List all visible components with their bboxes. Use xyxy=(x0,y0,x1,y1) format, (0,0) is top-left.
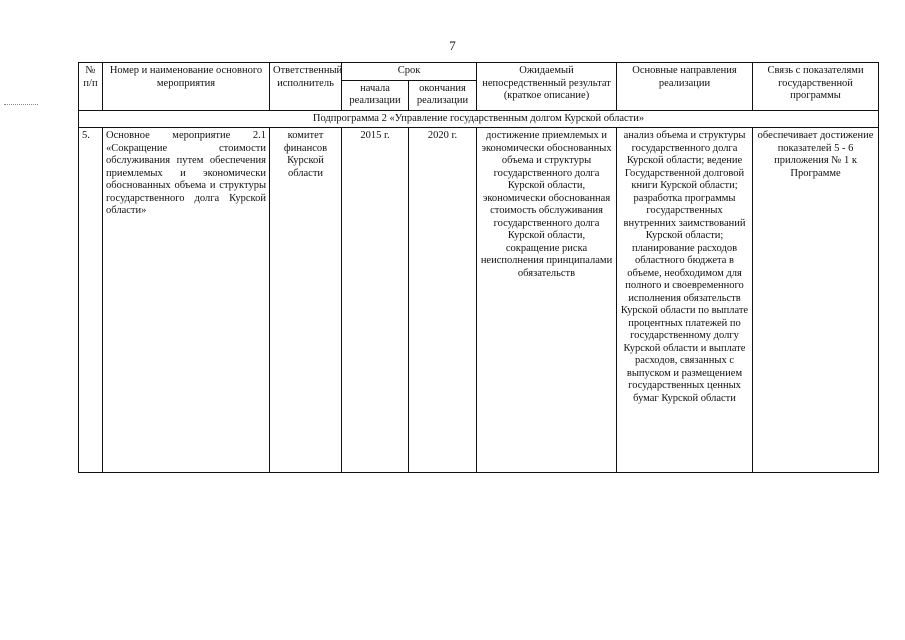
cell-name: Основное мероприятие 2.1 «Сокращение стоимости обслуживания путем обеспечения приемлемых и экономически обоснованных объема и структуры государственного долга Курской области» xyxy=(103,128,270,473)
header-directions: Основные направления реализации xyxy=(617,63,753,111)
cell-link: обеспечивает достижение показателей 5 - 6 приложения № 1 к Программе xyxy=(753,128,879,473)
margin-mark xyxy=(4,104,38,105)
table-header-row xyxy=(79,63,879,81)
cell-end: 2020 г. xyxy=(409,128,477,473)
cell-start: 2015 г. xyxy=(342,128,409,473)
header-term: Срок xyxy=(342,63,477,81)
subprogram-row xyxy=(79,110,879,128)
page-number: 7 xyxy=(449,38,456,53)
header-term-start: начала реализации xyxy=(342,80,409,110)
activities-table xyxy=(78,62,879,473)
header-responsible: Ответственный исполнитель xyxy=(270,63,342,111)
cell-result: достижение приемлемых и экономически обоснованных объема и структуры государственного долга Курской области, экономически обоснованная стоимость обслуживания государственного долга Курской области, сокращение риска неисполнения принципалами обязательств xyxy=(477,128,617,473)
table-row xyxy=(79,128,879,473)
header-name: Номер и наименование основного мероприятия xyxy=(103,63,270,111)
subprogram-title: Подпрограмма 2 «Управление государственным долгом Курской области» xyxy=(79,110,879,128)
header-num: № п/п xyxy=(79,63,103,111)
header-term-end: окончания реализации xyxy=(409,80,477,110)
cell-num: 5. xyxy=(79,128,103,473)
header-link: Связь с показателями государственной программы xyxy=(753,63,879,111)
header-result: Ожидаемый непосредственный результат (краткое описание) xyxy=(477,63,617,111)
cell-directions: анализ объема и структуры государственного долга Курской области; ведение Государственной долговой книги Курской области; разработка программы государственных внутренних заимствований Курской области; планирование расходов областного бюджета в объеме, необходимом для полного и своевременного исполнения обязательств Курской области по выплате процентных платежей по государственному долгу Курской области и выплате расходов, связанных с выпуском и размещением государственных ценных бумаг Курской области xyxy=(617,128,753,473)
cell-responsible: комитет финансов Курской области xyxy=(270,128,342,473)
